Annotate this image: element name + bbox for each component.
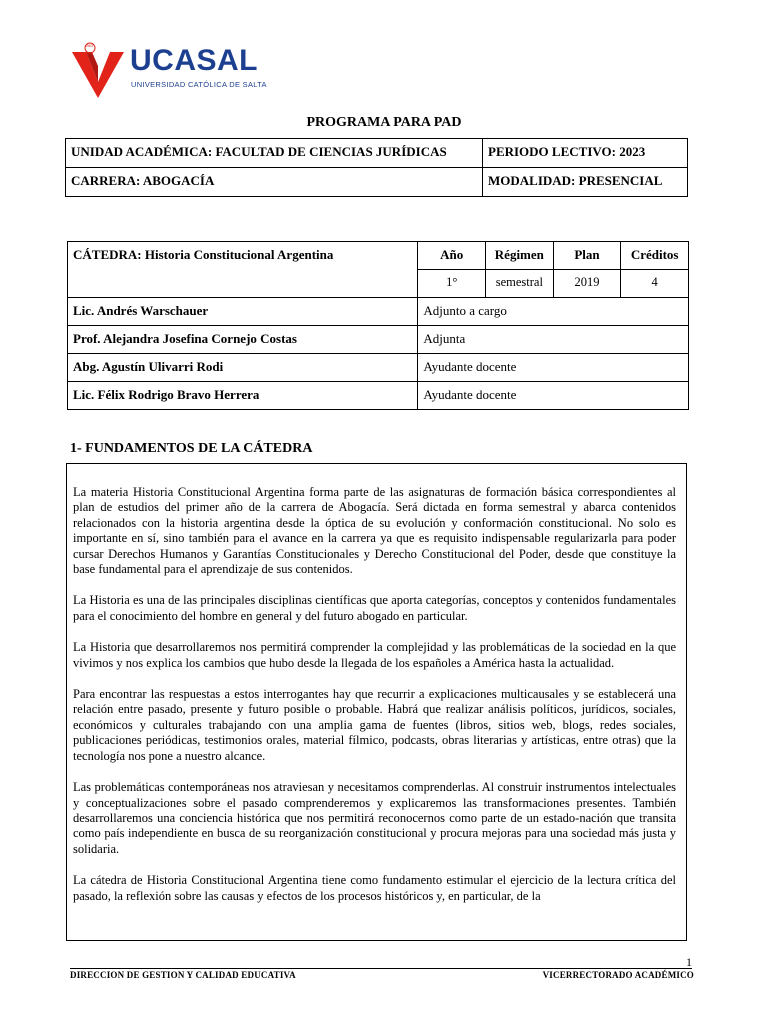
staff-name: Lic. Andrés Warschauer <box>68 298 418 326</box>
ucasal-shield-icon <box>70 42 126 98</box>
staff-row <box>68 298 689 326</box>
periodo-lectivo: PERIODO LECTIVO: 2023 <box>483 139 688 168</box>
value-anio: 1° <box>418 270 486 298</box>
staff-row <box>68 326 689 354</box>
paragraph: La materia Historia Constitucional Argentina forma parte de las asignaturas de formación básica correspondientes al plan de estudios del primer año de la carrera de Abogacía. Será dictada en forma semestral y abarca contenidos relacionados con la historia argentina desde la óptica de su evolución y conformación constitucional. No solo es importante en sí, sino también para el avance en la carrera ya que es requisito indispensable regularizarla para poder cursar Derechos Humanos y Garantías Constitucionales y Derecho Constitucional del Poder, desde que constituye la base fundamental para el aprendizaje de sus contenidos. <box>73 485 676 577</box>
staff-row <box>68 382 689 410</box>
header-plan: Plan <box>553 242 621 270</box>
paragraph: La Historia que desarrollaremos nos permitirá comprender la complejidad y las problemáticas de la sociedad en la que vivimos y nos explica los cambios que hubo desde la llegada de los españoles a América hasta la actualidad. <box>73 640 676 670</box>
section-title: 1- FUNDAMENTOS DE LA CÁTEDRA <box>70 441 313 456</box>
staff-row <box>68 354 689 382</box>
document-title: PROGRAMA PARA PAD <box>306 115 462 130</box>
header-table <box>65 138 688 197</box>
footer-divider <box>70 968 692 969</box>
modalidad: MODALIDAD: PRESENCIAL <box>483 168 688 197</box>
staff-role: Adjunta <box>418 326 689 354</box>
ucasal-logo <box>70 42 267 98</box>
carrera: CARRERA: ABOGACÍA <box>66 168 483 197</box>
footer-left: DIRECCION DE GESTION Y CALIDAD EDUCATIVA <box>70 970 296 980</box>
value-regimen: semestral <box>486 270 554 298</box>
header-anio: Año <box>418 242 486 270</box>
page-number: 1 <box>686 955 692 969</box>
header-regimen: Régimen <box>486 242 554 270</box>
catedra-table <box>67 241 689 410</box>
footer-right: VICERRECTORADO ACADÉMICO <box>542 970 694 980</box>
paragraph: Para encontrar las respuestas a estos interrogantes hay que recurrir a explicaciones multicausales y se establecerá una relación entre pasado, presente y futuro posible o probable. Habrá que realizar análisis políticos, jurídicos, sociales, económicos y culturales trabajando con una amplia gama de fuentes (libros, sitios web, blogs, redes sociales, publicaciones periódicas, testimonios orales, material fílmico, podcasts, obras literarias y artísticas, entre otras) que la tecnología nos pone a nuestro alcance. <box>73 687 676 763</box>
value-plan: 2019 <box>553 270 621 298</box>
staff-name: Prof. Alejandra Josefina Cornejo Costas <box>68 326 418 354</box>
fundamentos-box <box>66 463 687 941</box>
paragraph: La cátedra de Historia Constitucional Argentina tiene como fundamento estimular el ejercicio de la lectura crítica del pasado, la reflexión sobre las causas y efectos de los procesos históricos y, en particular, de la <box>73 873 676 903</box>
staff-role: Ayudante docente <box>418 382 689 410</box>
staff-role: Ayudante docente <box>418 354 689 382</box>
paragraph: Las problemáticas contemporáneas nos atraviesan y necesitamos comprenderlas. Al construir instrumentos intelectuales y conceptualizaciones sobre el pasado comprenderemos y explicaremos las transformaciones presentes. También desarrollaremos una conciencia histórica que nos permitirá reconocernos como parte de un estado-nación que transita como país independiente en busca de su reorganización constitucional y procura mejoras para una sociedad más justa y solidaria. <box>73 780 676 856</box>
header-creditos: Créditos <box>621 242 689 270</box>
logo-subtitle: UNIVERSIDAD CATÓLICA DE SALTA <box>131 80 267 89</box>
staff-name: Lic. Félix Rodrigo Bravo Herrera <box>68 382 418 410</box>
catedra-name: CÁTEDRA: Historia Constitucional Argentina <box>68 242 418 298</box>
logo-name: UCASAL <box>130 44 258 77</box>
value-creditos: 4 <box>621 270 689 298</box>
unidad-academica: UNIDAD ACADÉMICA: FACULTAD DE CIENCIAS JURÍDICAS <box>66 139 483 168</box>
staff-role: Adjunto a cargo <box>418 298 689 326</box>
staff-name: Abg. Agustín Ulivarri Rodi <box>68 354 418 382</box>
paragraph: La Historia es una de las principales disciplinas científicas que aporta categorías, conceptos y contenidos fundamentales para el conocimiento del hombre en general y del futuro abogado en particular. <box>73 593 676 623</box>
seal-text: 1963 <box>85 44 93 48</box>
